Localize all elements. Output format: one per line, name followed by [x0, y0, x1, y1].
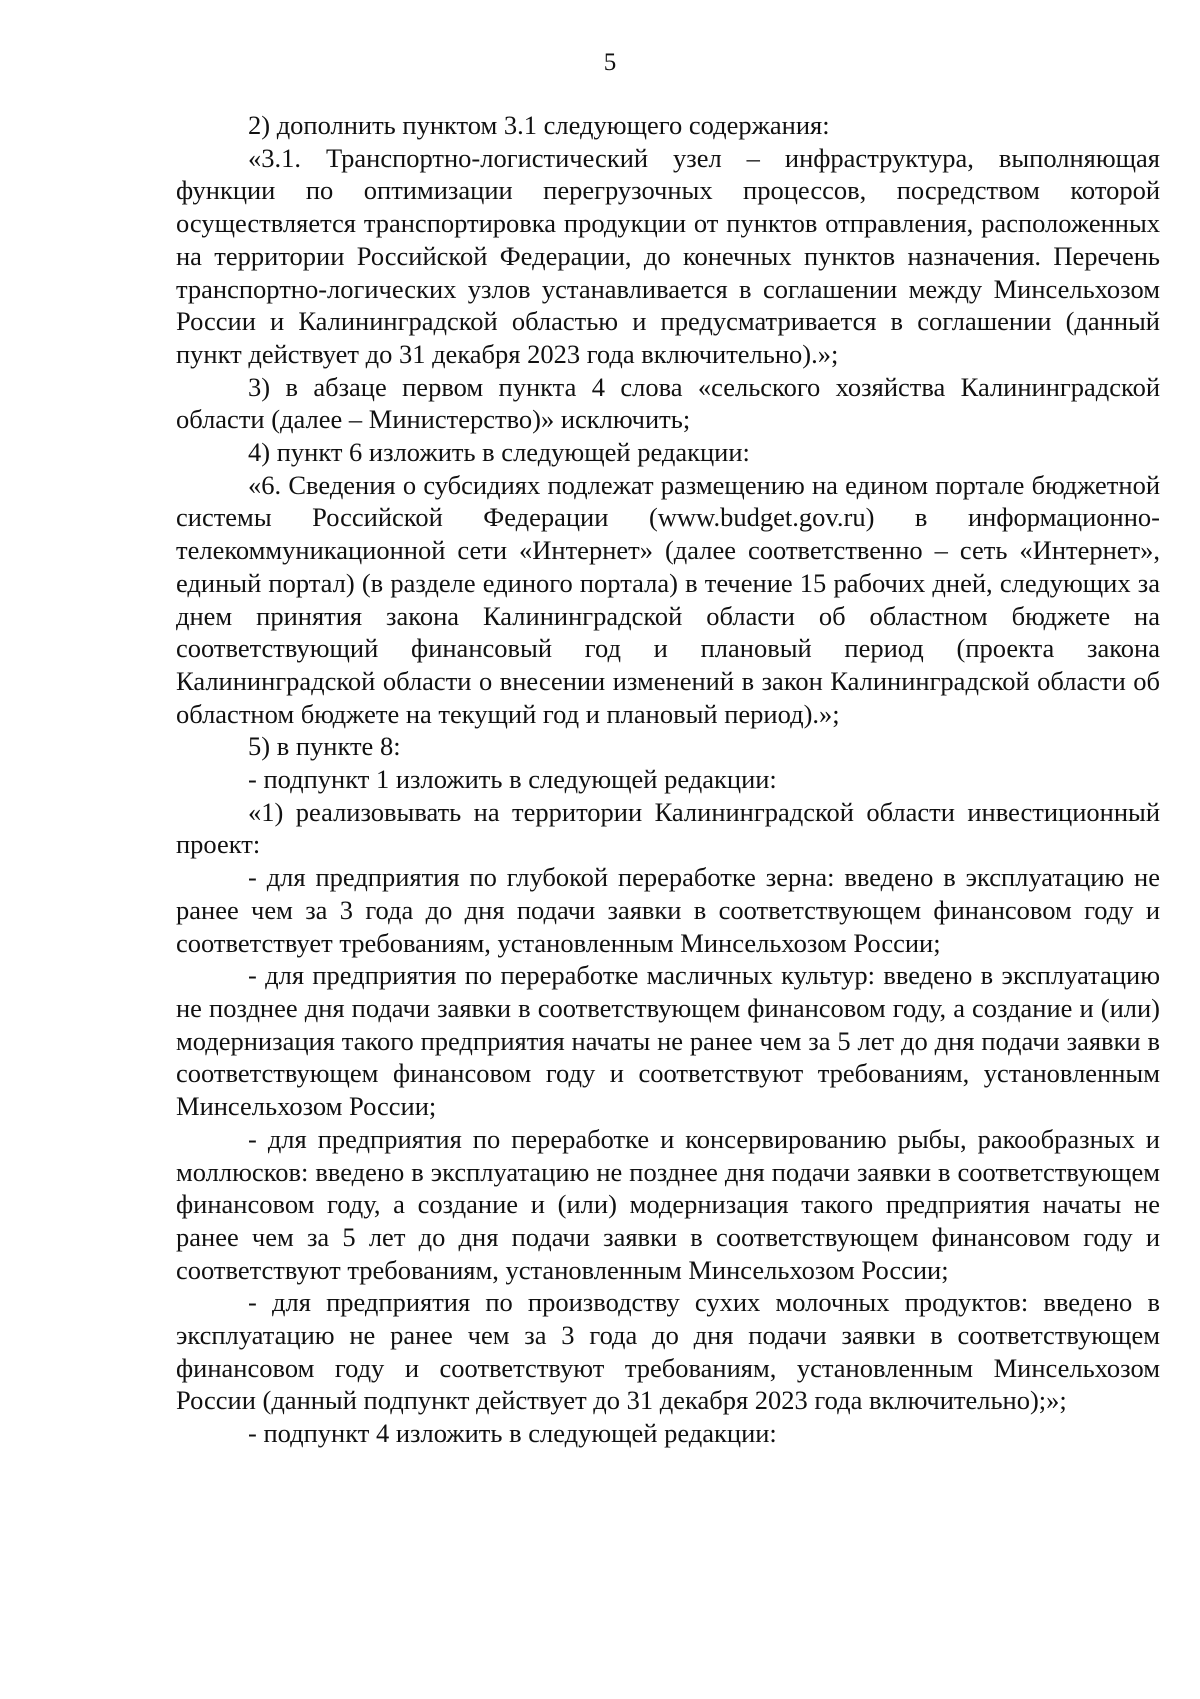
paragraph-subitem-1-intro: - подпункт 1 изложить в следующей редакции: — [248, 764, 777, 795]
paragraph-quote-3-1: «3.1. Транспортно-логистический узел – инфраструктура, выполняющая функции по оптимизации перегрузочных процессов, посредством которой осуществляется транспортировка продукции от пунктов отправления, расположенных на территории Российской Федерации, до конечных пунктов назначения. Перечень транспортно-логических узлов устанавливается в соглашении между Минсельхозом России и Калининградской областью и предусматривается в соглашении (данный пункт действует до 31 декабря 2023 года включительно).»; — [176, 142, 1160, 369]
page-number: 5 — [603, 49, 617, 76]
paragraph-item-5: 5) в пункте 8: — [248, 731, 401, 762]
document-body — [176, 109, 1160, 1450]
paragraph-grain-processing: - для предприятия по глубокой переработке зерна: введено в эксплуатацию не ранее чем за 3 года до дня подачи заявки в соответствующем финансовом году и соответствует требованиям, установленным Минсельхозом России; — [176, 862, 1160, 958]
paragraph-subitem-4-intro: - подпункт 4 изложить в следующей редакции: — [248, 1418, 777, 1449]
paragraph-item-2: 2) дополнить пунктом 3.1 следующего содержания: — [248, 110, 830, 140]
paragraph-item-4: 4) пункт 6 изложить в следующей редакции: — [248, 437, 750, 468]
paragraph-fish-processing: - для предприятия по переработке и консервированию рыбы, ракообразных и моллюсков: введено в эксплуатацию не позднее дня подачи заявки в соответствующем финансовом году, а создание и (или) модернизация такого предприятия начаты не ранее чем за 5 лет до дня подачи заявки в соответствующем финансовом году и соответствуют требованиям, установленным Минсельхозом России; — [176, 1123, 1160, 1285]
paragraph-quote-6: «6. Сведения о субсидиях подлежат размещению на едином портале бюджетной системы Российской Федерации (www.budget.gov.ru) в информационно-телекоммуникационной сети «Интернет» (далее соответственно – сеть «Интернет», единый портал) (в разделе единого портала) в течение 15 рабочих дней, следующих за днем принятия закона Калининградской области об областном бюджете на соответствующий финансовый год и плановый период (проекта закона Калининградской области о внесении изменений в закон Калининградской области об областном бюджете на текущий год и плановый период).»; — [176, 469, 1160, 729]
paragraph-dry-milk-production: - для предприятия по производству сухих молочных продуктов: введено в эксплуатацию не ранее чем за 3 года до дня подачи заявки в соответствующем финансовом году и соответствуют требованиям, установленным Минсельхозом России (данный подпункт действует до 31 декабря 2023 года включительно);»; — [176, 1287, 1160, 1416]
paragraph-item-3: 3) в абзаце первом пункта 4 слова «сельского хозяйства Калининградской области (далее – Министерство)» исключить; — [176, 371, 1160, 435]
paragraph-oilseed-processing: - для предприятия по переработке масличных культур: введено в эксплуатацию не позднее дня подачи заявки в соответствующем финансовом году, а создание и (или) модернизация такого предприятия начаты не ранее чем за 5 лет до дня подачи заявки в соответствующем финансовом году и соответствуют требованиям, установленным Минсельхозом России; — [176, 960, 1160, 1122]
paragraph-quote-1: «1) реализовывать на территории Калининградской области инвестиционный проект: — [176, 796, 1160, 860]
